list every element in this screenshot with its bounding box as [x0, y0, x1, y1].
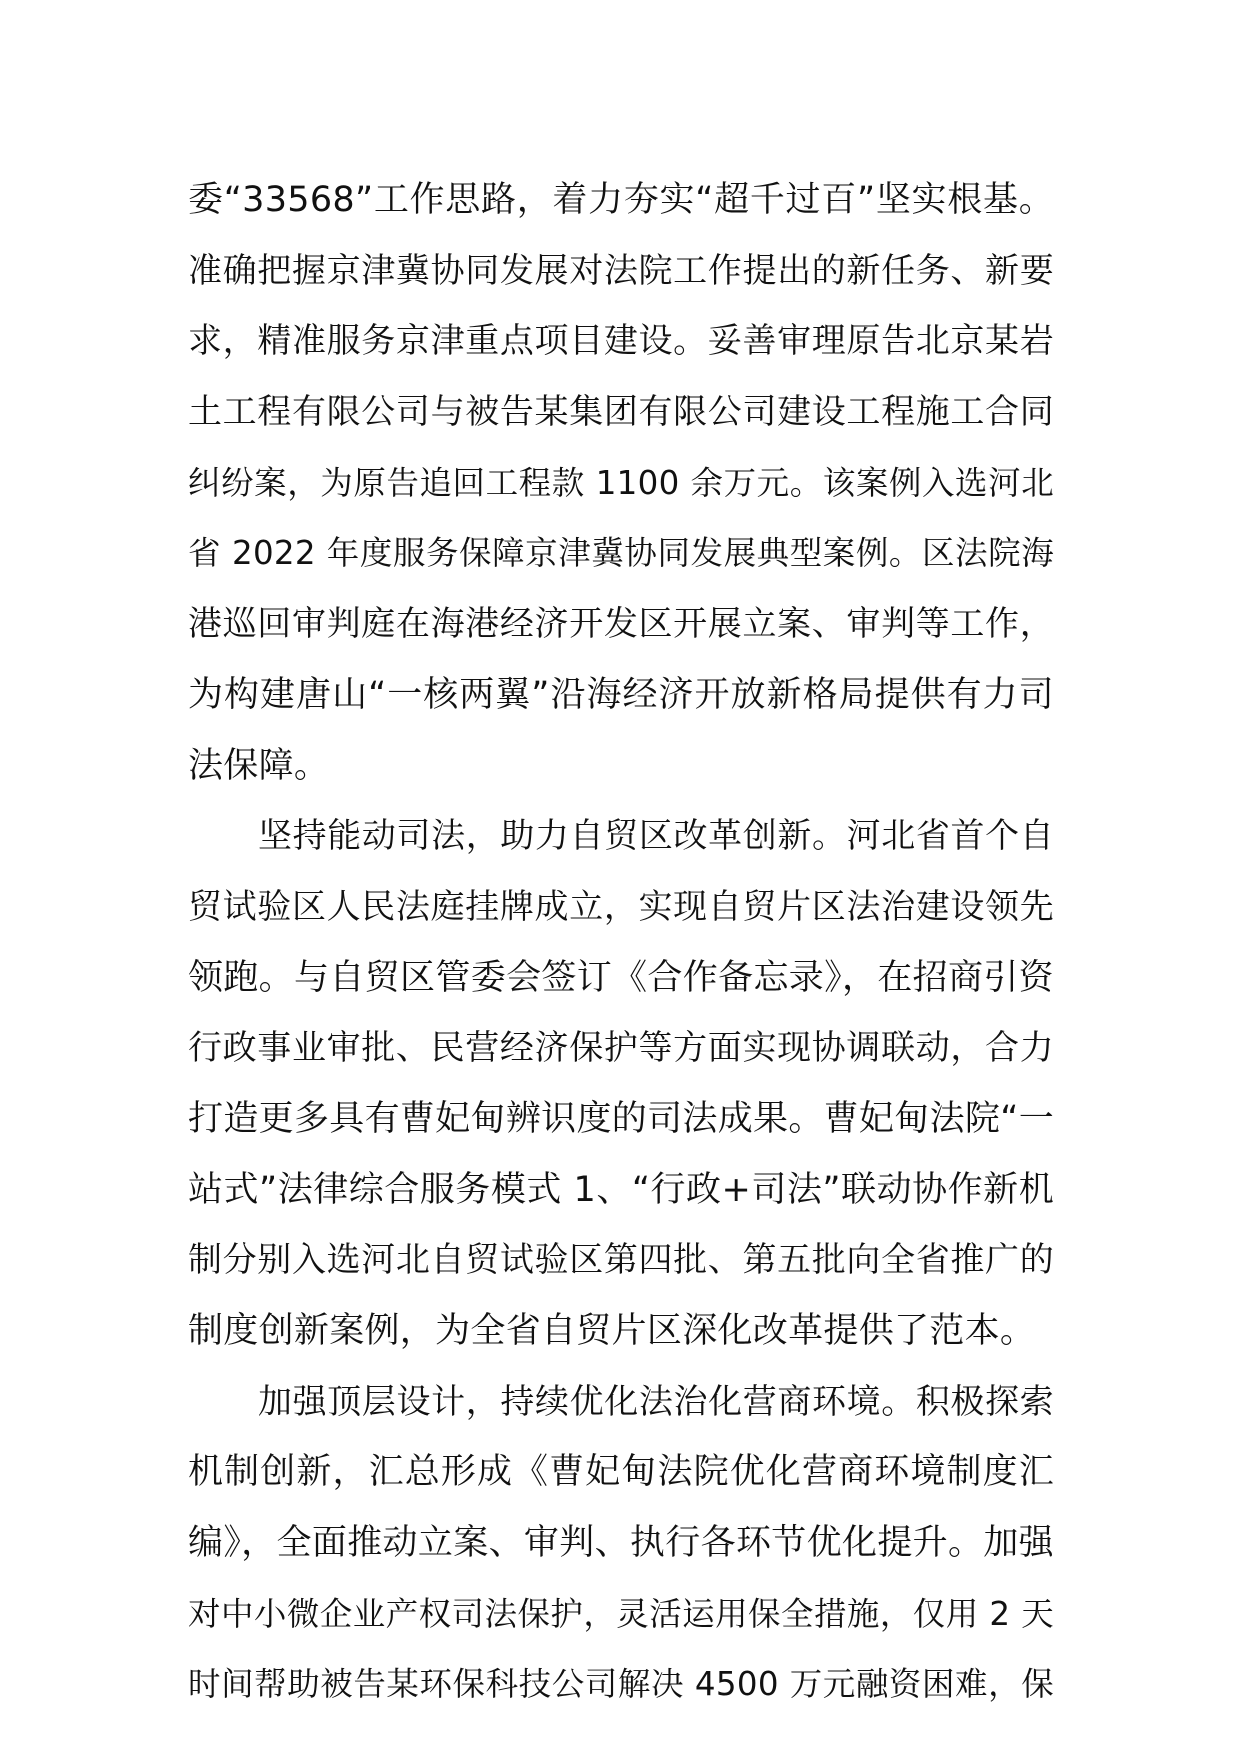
paragraph-line: 领跑。与自贸区管委会签订《合作备忘录》，在招商引资 [188, 957, 1054, 998]
paragraph-line: 委“33568”工作思路，着力夯实“超千过百”坚实根基。 [188, 180, 1054, 220]
paragraph-line: 法保障。 [188, 745, 330, 786]
paragraph-line: 打造更多具有曹妃甸辨识度的司法成果。曹妃甸法院“一 [188, 1098, 1054, 1139]
paragraph-line: 准确把握京津冀协同发展对法院工作提出的新任务、新要 [188, 250, 1054, 291]
paragraph-line: 省 2022 年度服务保障京津冀协同发展典型案例。区法院海 [188, 534, 1054, 573]
paragraph-line: 港巡回审判庭在海港经济开发区开展立案、审判等工作， [188, 604, 1054, 645]
paragraph-line: 行政事业审批、民营经济保护等方面实现协调联动，合力 [188, 1028, 1054, 1069]
paragraph-line: 站式”法律综合服务模式 1、“行政+司法”联动协作新机 [188, 1169, 1054, 1210]
paragraph-line: 制分别入选河北自贸试验区第四批、第五批向全省推广的 [188, 1240, 1054, 1281]
paragraph-1 [188, 165, 1054, 801]
paragraph-line: 为构建唐山“一核两翼”沿海经济开放新格局提供有力司 [188, 674, 1054, 715]
paragraph-line: 编》，全面推动立案、审判、执行各环节优化提升。加强 [188, 1523, 1054, 1564]
paragraph-line: 机制创新，汇总形成《曹妃甸法院优化营商环境制度汇 [188, 1452, 1054, 1493]
body-text [188, 165, 1054, 1720]
paragraph-line: 制度创新案例，为全省自贸片区深化改革提供了范本。 [188, 1311, 1036, 1351]
paragraph-3 [188, 1367, 1054, 1720]
paragraph-2 [188, 801, 1054, 1367]
paragraph-line: 土工程有限公司与被告某集团有限公司建设工程施工合同 [188, 392, 1054, 433]
paragraph-line: 对中小微企业产权司法保护，灵活运用保全措施，仅用 2 天 [188, 1594, 1054, 1633]
paragraph-line: 贸试验区人民法庭挂牌成立，实现自贸片区法治建设领先 [188, 886, 1054, 927]
paragraph-line: 时间帮助被告某环保科技公司解决 4500 万元融资困难，保 [188, 1665, 1054, 1704]
paragraph-line: 求，精准服务京津重点项目建设。妥善审理原告北京某岩 [188, 321, 1054, 362]
paragraph-line: 纠纷案，为原告追回工程款 1100 余万元。该案例入选河北 [188, 463, 1054, 502]
paragraph-first-line: 加强顶层设计，持续优化法治化营商环境。积极探索 [258, 1381, 1054, 1422]
paragraph-first-line: 坚持能动司法，助力自贸区改革创新。河北省首个自 [258, 816, 1054, 857]
